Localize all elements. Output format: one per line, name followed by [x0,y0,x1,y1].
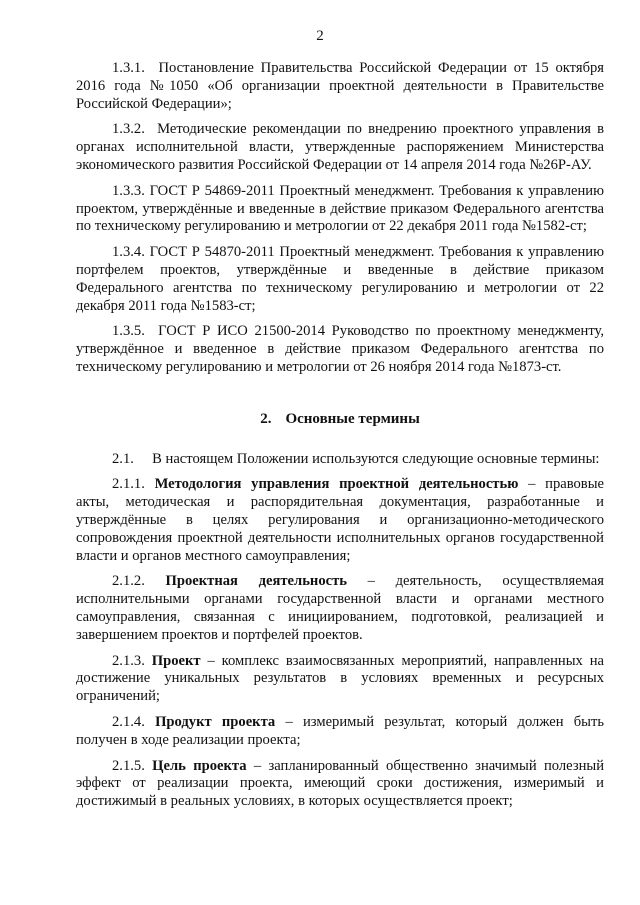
clause-2-1-2 [76,573,604,644]
clause-1-3-5 [76,323,604,376]
clause-number: 1.3.2. [112,121,145,138]
clause-text: ГОСТ Р 54870-2011 Проектный менеджмент. Требования к управлению портфелем проектов, утверждённые и введенные в действие приказом Федерального агентства по техническому регулированию и метрологии от 22 декабря 2011 года №1583-ст; [76,244,605,314]
clause-2-1 [76,451,604,469]
clause-1-3-1 [76,60,604,113]
clause-number: 2.1. [112,450,134,467]
term-name: Цель проекта [152,757,247,774]
clause-number: 2.1.2. [112,573,145,590]
clause-2-1-3 [76,653,604,706]
term-definition: – комплекс взаимосвязанных мероприятий, направленных на достижение уникальных результатов в условиях временных и ресурсных ограничений; [76,652,604,705]
clause-1-3-4 [76,244,604,315]
term-definition: – правовые акты, методическая и распорядительная документация, разработанные и утверждённые в целях регулирования и организационно-методического сопровождения проектной деятельности исполнительных органов государственной власти и органов местного самоуправления; [76,476,604,564]
clause-text: В настоящем Положении используются следующие основные термины: [152,450,600,467]
term-name: Продукт проекта [155,713,276,730]
clause-text: ГОСТ Р 54869-2011 Проектный менеджмент. Требования к управлению проектом, утверждённые и введенные в действие приказом Федерального агентства по техническому регулированию и метрологии от 22 декабря 2011 года №1582-ст; [76,182,605,235]
clause-2-1-4 [76,714,604,750]
clause-number: 1.3.3. [112,182,145,199]
section-title: Основные термины [285,410,420,427]
term-name: Методология управления проектной деятельностью [154,476,519,493]
clause-1-3-2 [76,121,604,174]
term-definition: – запланированный общественно значимый полезный эффект от реализации проекта, имеющий сроки достижения, измеримый и достижимый в реальных условиях, в которых осуществляется проект; [76,757,605,810]
clause-2-1-1 [76,476,604,565]
clause-number: 1.3.5. [112,323,145,340]
clause-number: 2.1.5. [112,757,145,774]
clause-1-3-3 [76,183,604,236]
term-definition: – измеримый результат, который должен быть получен в ходе реализации проекта; [76,713,604,748]
clause-number: 2.1.4. [112,713,145,730]
term-definition: – деятельность, осуществляемая исполнительными органами государственной власти и органами местного самоуправления, связанная с инициированием, подготовкой, реализацией и завершением проектов и портфелей проектов. [76,573,604,643]
document-body [76,60,604,819]
term-name: Проектная деятельность [165,573,347,590]
clause-text: ГОСТ Р ИСО 21500-2014 Руководство по проектному менеджменту, утверждённое и введенное в действие приказом Федерального агентства по техническому регулированию и метрологии от 26 ноября 2014 года №1873-ст. [76,323,605,375]
page-number: 2 [316,28,324,44]
clause-text: Методические рекомендации по внедрению проектного управления в органах исполнительной власти, утвержденные распоряжением Министерства экономического развития Российской Федерации от 14 апреля 2014 года №26Р-АУ. [76,121,605,173]
clause-number: 1.3.1. [112,60,145,76]
section-heading [76,411,604,429]
clause-2-1-5 [76,758,604,811]
term-name: Проект [151,652,201,669]
clause-number: 2.1.3. [112,652,145,669]
clause-number: 1.3.4. [112,244,145,261]
clause-text: Постановление Правительства Российской Федерации от 15 октября 2016 года №1050 «Об организации проектной деятельности в Правительстве Российской Федерации»; [76,60,604,112]
clause-number: 2.1.1. [112,476,145,493]
section-number: 2. [260,410,272,427]
